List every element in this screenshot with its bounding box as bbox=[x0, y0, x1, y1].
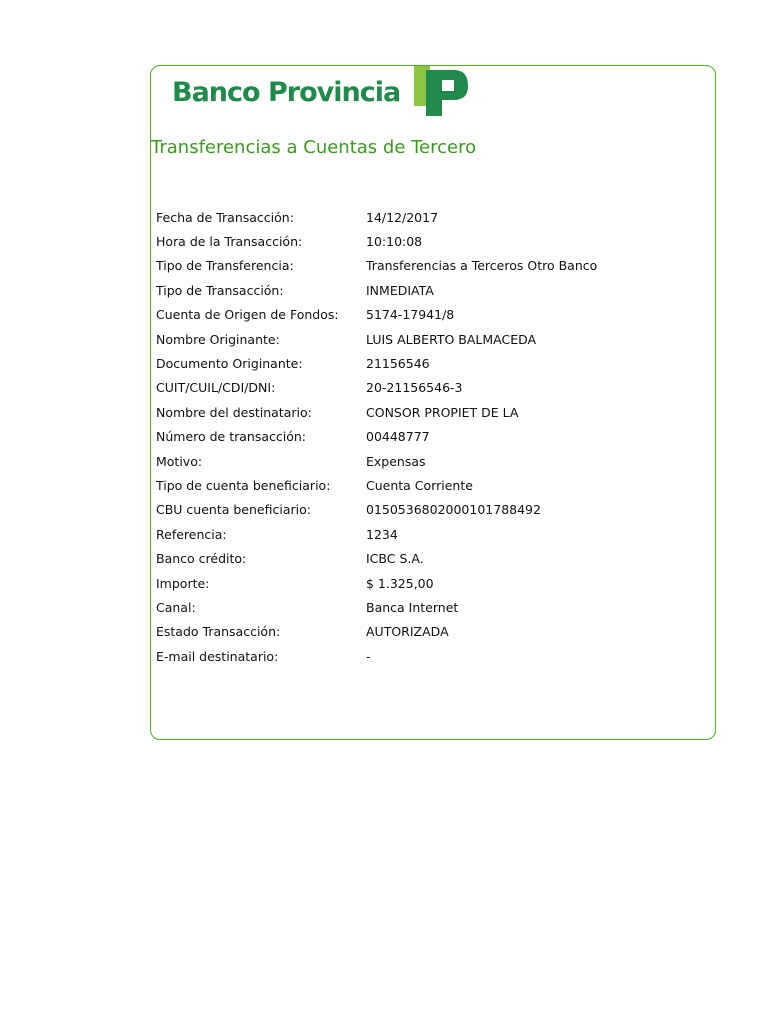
bank-logo bbox=[172, 66, 470, 118]
field-label: Estado Transacción: bbox=[156, 624, 281, 640]
field-label: CBU cuenta beneficiario: bbox=[156, 502, 311, 518]
field-value: 14/12/2017 bbox=[366, 209, 439, 225]
detail-row bbox=[156, 229, 676, 253]
detail-row bbox=[156, 254, 676, 278]
bank-name: Banco Provincia bbox=[172, 76, 401, 108]
field-value: Cuenta Corriente bbox=[366, 477, 473, 493]
field-value: ICBC S.A. bbox=[366, 551, 424, 567]
field-value: Transferencias a Terceros Otro Banco bbox=[366, 258, 598, 274]
field-label: Nombre del destinatario: bbox=[156, 404, 312, 420]
field-label: Banco crédito: bbox=[156, 551, 247, 567]
field-value: - bbox=[366, 648, 371, 664]
field-value: CONSOR PROPIET DE LA bbox=[366, 404, 519, 420]
detail-row bbox=[156, 595, 676, 619]
field-value: 21156546 bbox=[366, 356, 430, 372]
field-value: INMEDIATA bbox=[366, 282, 434, 298]
field-label: Referencia: bbox=[156, 526, 227, 542]
detail-row bbox=[156, 498, 676, 522]
detail-row bbox=[156, 522, 676, 546]
field-label: Cuenta de Origen de Fondos: bbox=[156, 307, 339, 323]
field-label: E-mail destinatario: bbox=[156, 648, 279, 664]
field-value: 5174-17941/8 bbox=[366, 307, 455, 323]
detail-row bbox=[156, 376, 676, 400]
field-label: Importe: bbox=[156, 575, 210, 591]
field-label: Tipo de cuenta beneficiario: bbox=[156, 477, 331, 493]
field-value: 1234 bbox=[366, 526, 398, 542]
detail-row bbox=[156, 327, 676, 351]
field-value: Banca Internet bbox=[366, 599, 459, 615]
field-value: 10:10:08 bbox=[366, 234, 423, 250]
page-title: Transferencias a Cuentas de Tercero bbox=[151, 137, 477, 158]
field-value: 0150536802000101788492 bbox=[366, 502, 541, 518]
detail-row bbox=[156, 644, 676, 668]
field-value: LUIS ALBERTO BALMACEDA bbox=[366, 331, 537, 347]
field-label: Motivo: bbox=[156, 453, 203, 469]
field-label: Hora de la Transacción: bbox=[156, 234, 303, 250]
transaction-details bbox=[156, 205, 676, 668]
detail-row bbox=[156, 205, 676, 229]
field-value: Expensas bbox=[366, 453, 426, 469]
banco-provincia-p-icon bbox=[414, 66, 470, 118]
detail-row bbox=[156, 571, 676, 595]
field-label: Nombre Originante: bbox=[156, 331, 280, 347]
detail-row bbox=[156, 303, 676, 327]
detail-row bbox=[156, 473, 676, 497]
detail-row bbox=[156, 278, 676, 302]
field-label: Tipo de Transferencia: bbox=[156, 258, 294, 274]
field-label: Canal: bbox=[156, 599, 196, 615]
detail-row bbox=[156, 425, 676, 449]
field-value: AUTORIZADA bbox=[366, 624, 449, 640]
field-label: Número de transacción: bbox=[156, 429, 307, 445]
detail-row bbox=[156, 351, 676, 375]
detail-row bbox=[156, 546, 676, 570]
detail-row bbox=[156, 400, 676, 424]
field-label: CUIT/CUIL/CDI/DNI: bbox=[156, 380, 276, 396]
field-value: $ 1.325,00 bbox=[366, 575, 434, 591]
field-label: Fecha de Transacción: bbox=[156, 209, 294, 225]
field-value: 20-21156546-3 bbox=[366, 380, 463, 396]
field-label: Documento Originante: bbox=[156, 356, 303, 372]
field-label: Tipo de Transacción: bbox=[156, 282, 284, 298]
detail-row bbox=[156, 449, 676, 473]
field-value: 00448777 bbox=[366, 429, 430, 445]
detail-row bbox=[156, 620, 676, 644]
